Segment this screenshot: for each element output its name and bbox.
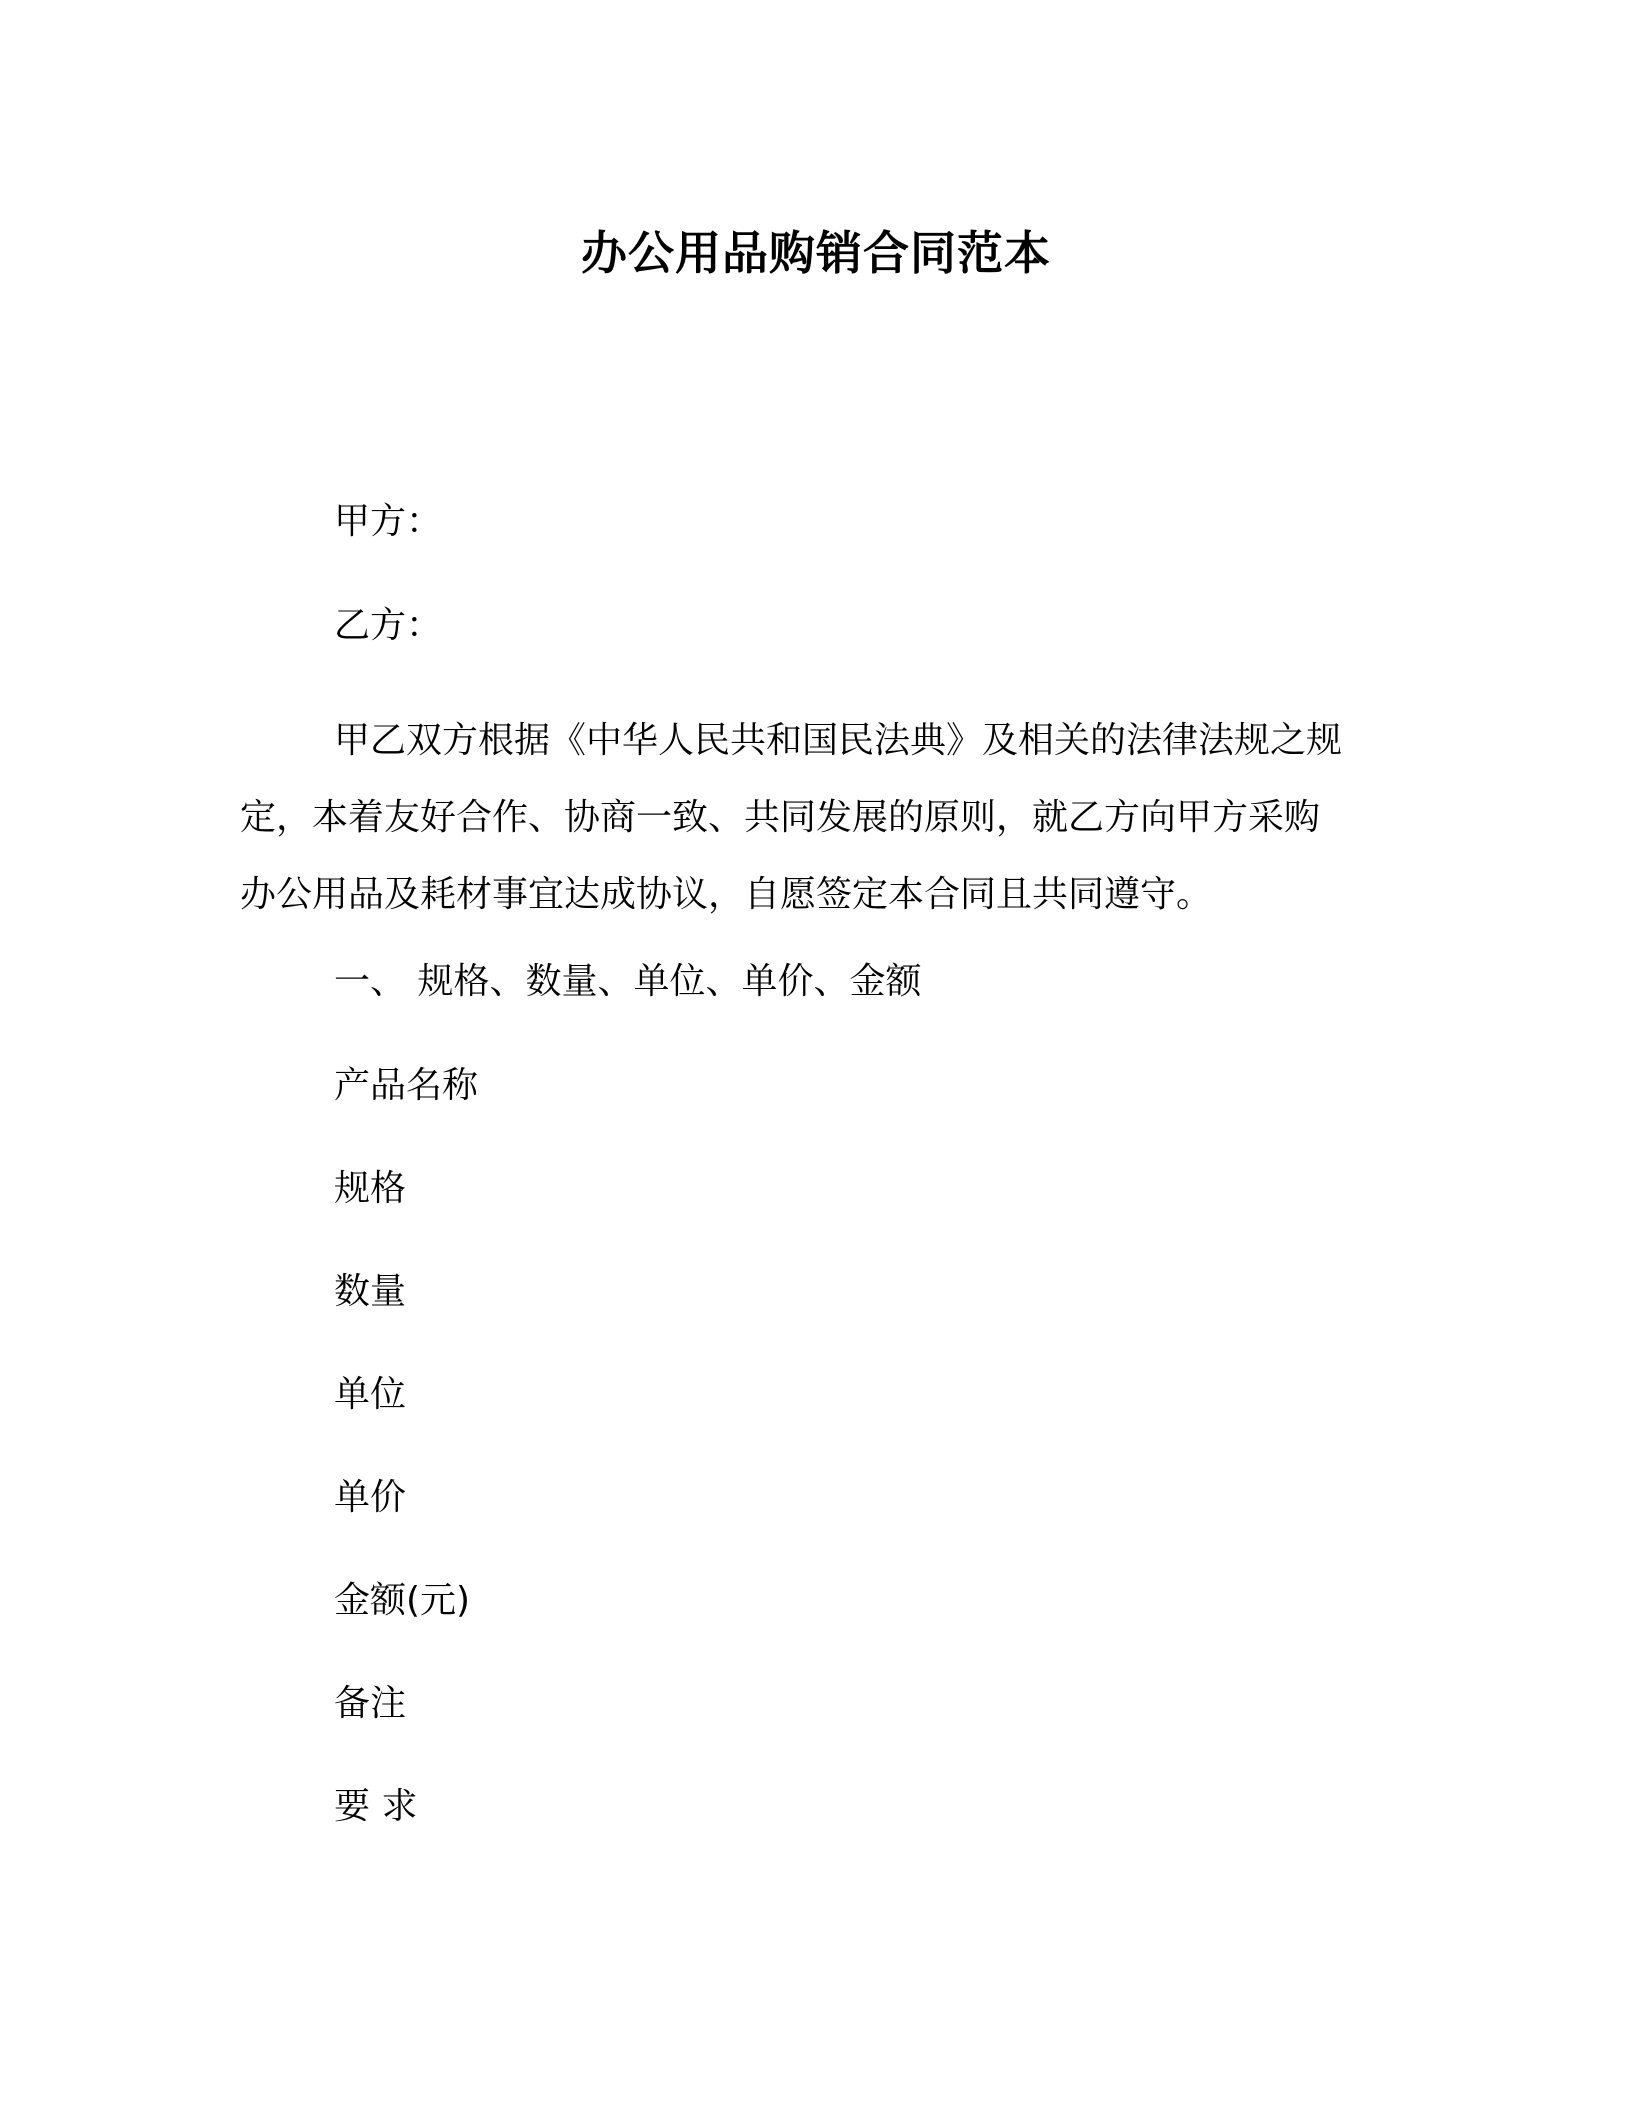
- document-title: 办公用品购销合同范本: [581, 226, 1051, 280]
- field-remarks: 备注: [334, 1683, 407, 1724]
- party-a-label: 甲方：: [334, 501, 443, 542]
- field-amount: 金额(元): [334, 1580, 471, 1621]
- field-requirements: 要 求: [334, 1786, 418, 1827]
- intro-line-1: 甲乙双方根据《中华人民共和国民法典》及相关的法律法规之规: [334, 720, 1343, 761]
- field-unit-price: 单价: [334, 1477, 407, 1518]
- intro-line-2: 定，本着友好合作、协商一致、共同发展的原则，就乙方向甲方采购: [240, 797, 1321, 838]
- intro-line-3: 办公用品及耗材事宜达成协议，自愿签定本合同且共同遵守。: [240, 874, 1213, 915]
- field-product-name: 产品名称: [334, 1065, 479, 1106]
- field-quantity: 数量: [334, 1271, 407, 1312]
- intro-paragraph: [240, 702, 1390, 933]
- section-1-heading: 一、 规格、数量、单位、单价、金额: [334, 961, 922, 1002]
- party-b-label: 乙方：: [334, 605, 443, 646]
- field-spec: 规格: [334, 1168, 407, 1209]
- field-unit: 单位: [334, 1374, 407, 1415]
